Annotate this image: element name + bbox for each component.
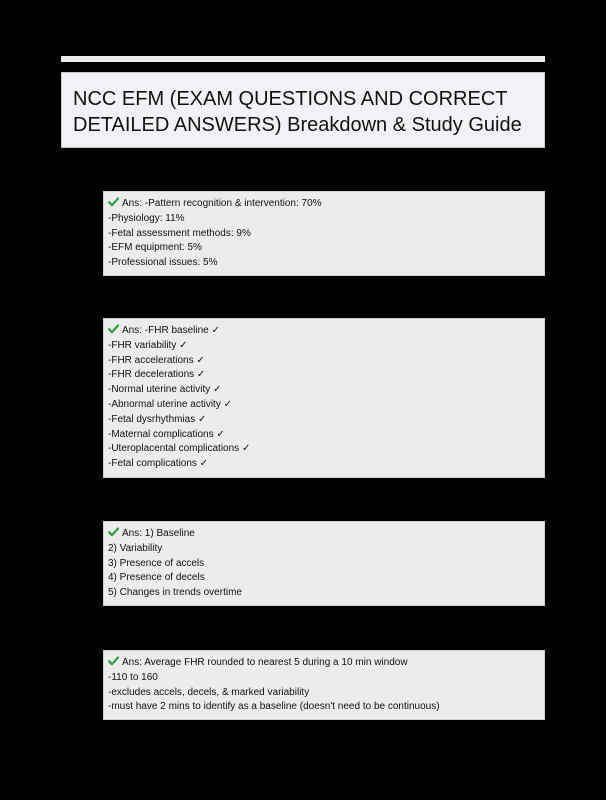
answer-line: -EFM equipment: 5%: [108, 242, 202, 254]
check-icon: [108, 656, 119, 666]
answer-line: [108, 197, 540, 212]
answer-line: -FHR variability ✓: [108, 339, 188, 351]
answer-text: Ans: -Pattern recognition & intervention: 70%: [122, 198, 322, 209]
check-icon: [108, 324, 119, 334]
document-title-line-1: NCC EFM (EXAM QUESTIONS AND CORRECT: [73, 88, 508, 110]
answer-line: -Fetal dysrhythmias ✓: [108, 413, 207, 425]
answer-line: [108, 324, 540, 339]
answer-line: -Normal uterine activity ✓: [108, 384, 222, 396]
answer-line: -110 to 160: [108, 671, 158, 683]
answer-line: [108, 527, 540, 542]
header-divider: [61, 56, 545, 62]
document-title-line-2: DETAILED ANSWERS) Breakdown & Study Guide: [73, 114, 522, 136]
answer-text: Ans: 1) Baseline: [122, 528, 195, 539]
answer-line: -must have 2 mins to identify as a baseline (doesn't need to be continuous): [108, 701, 440, 713]
answer-box-2: [103, 318, 545, 478]
answer-line: -Professional issues: 5%: [108, 257, 218, 269]
answer-line: -Uteroplacental complications ✓: [108, 443, 251, 455]
document-title-box: [61, 72, 545, 148]
answer-line: 4) Presence of decels: [108, 572, 205, 584]
answer-text: Ans: Average FHR rounded to nearest 5 during a 10 min window: [122, 657, 408, 668]
answer-line: 2) Variability: [108, 542, 163, 554]
answer-line: [108, 656, 540, 671]
answer-box-4: [103, 650, 545, 720]
answer-line: 3) Presence of accels: [108, 557, 205, 569]
answer-line: -Abnormal uterine activity ✓: [108, 398, 232, 410]
answer-line: -FHR accelerations ✓: [108, 354, 205, 366]
answer-line: -excludes accels, decels, & marked variability: [108, 686, 310, 698]
answer-line: -Fetal complications ✓: [108, 458, 209, 470]
check-icon: [108, 197, 119, 207]
answer-box-3: [103, 521, 545, 606]
answer-line: -Physiology: 11%: [108, 212, 185, 224]
answer-line: -FHR decelerations ✓: [108, 369, 206, 381]
answer-line: -Maternal complications ✓: [108, 428, 225, 440]
answer-text: Ans: -FHR baseline ✓: [122, 325, 220, 336]
answer-line: -Fetal assessment methods: 9%: [108, 227, 251, 239]
answer-box-1: [103, 191, 545, 276]
answer-line: 5) Changes in trends overtime: [108, 587, 242, 599]
check-icon: [108, 527, 119, 537]
